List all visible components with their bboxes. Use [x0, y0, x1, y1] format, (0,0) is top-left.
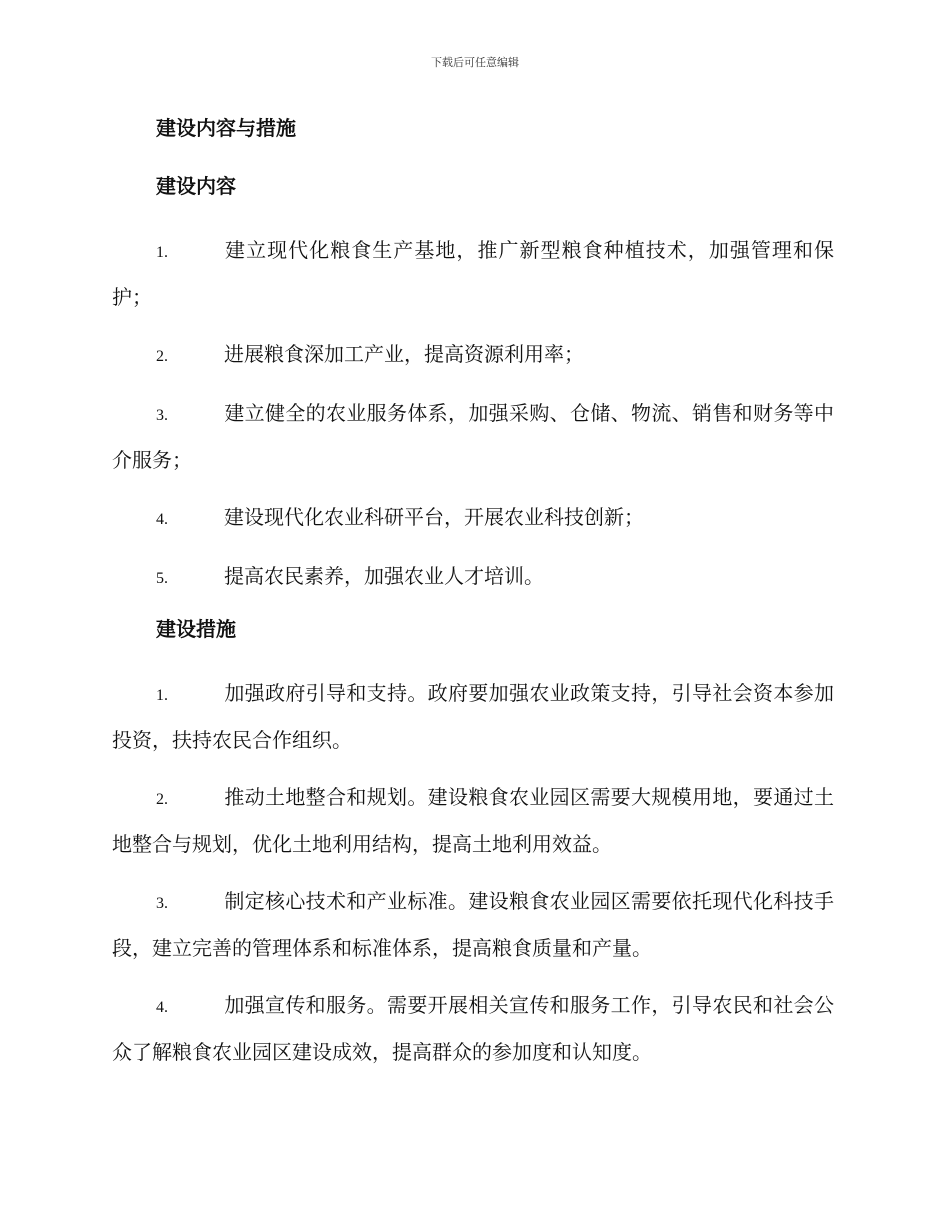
- item-number: 1.: [156, 687, 168, 704]
- measures-section-title: 建设措施: [156, 617, 236, 641]
- item-text: 加强政府引导和支持。政府要加强农业政策支持，引导社会资本参加投资，扶持农民合作组织。: [112, 681, 834, 752]
- content-list-item: [112, 495, 834, 542]
- section-title: 建设内容与措施: [156, 116, 296, 140]
- measures-list-item: [112, 983, 834, 1075]
- item-number: 5.: [156, 570, 168, 587]
- item-number: 3.: [156, 895, 168, 912]
- item-number: 2.: [156, 348, 168, 365]
- item-text: 建设现代化农业科研平台，开展农业科技创新；: [224, 505, 644, 529]
- item-number: 3.: [156, 407, 168, 424]
- item-text: 建立现代化粮食生产基地，推广新型粮食种植技术，加强管理和保护；: [112, 238, 834, 309]
- content-list-item: [112, 228, 834, 320]
- item-number: 4.: [156, 511, 168, 528]
- document-body: [112, 112, 834, 1087]
- content-list-item: [112, 391, 834, 483]
- item-number: 2.: [156, 791, 168, 808]
- item-text: 提高农民素养，加强农业人才培训。: [224, 564, 544, 588]
- item-text: 推动土地整合和规划。建设粮食农业园区需要大规模用地，要通过土地整合与规划，优化土地利用结构，提高土地利用效益。: [112, 785, 834, 856]
- header-note: 下载后可任意编辑: [431, 56, 519, 69]
- measures-list-item: [112, 671, 834, 763]
- measures-list-item: [112, 775, 834, 867]
- content-list-item: [112, 332, 834, 379]
- item-text: 制定核心技术和产业标准。建设粮食农业园区需要依托现代化科技手段，建立完善的管理体系和标准体系，提高粮食质量和产量。: [112, 889, 834, 960]
- item-number: 4.: [156, 999, 168, 1016]
- content-section-title: 建设内容: [156, 174, 236, 198]
- item-text: 加强宣传和服务。需要开展相关宣传和服务工作，引导农民和社会公众了解粮食农业园区建设成效，提高群众的参加度和认知度。: [112, 993, 834, 1064]
- measures-list-item: [112, 879, 834, 971]
- item-text: 建立健全的农业服务体系，加强采购、仓储、物流、销售和财务等中介服务；: [112, 401, 834, 472]
- item-number: 1.: [156, 244, 168, 261]
- content-list-item: [112, 554, 834, 601]
- item-text: 进展粮食深加工产业，提高资源利用率；: [224, 342, 584, 366]
